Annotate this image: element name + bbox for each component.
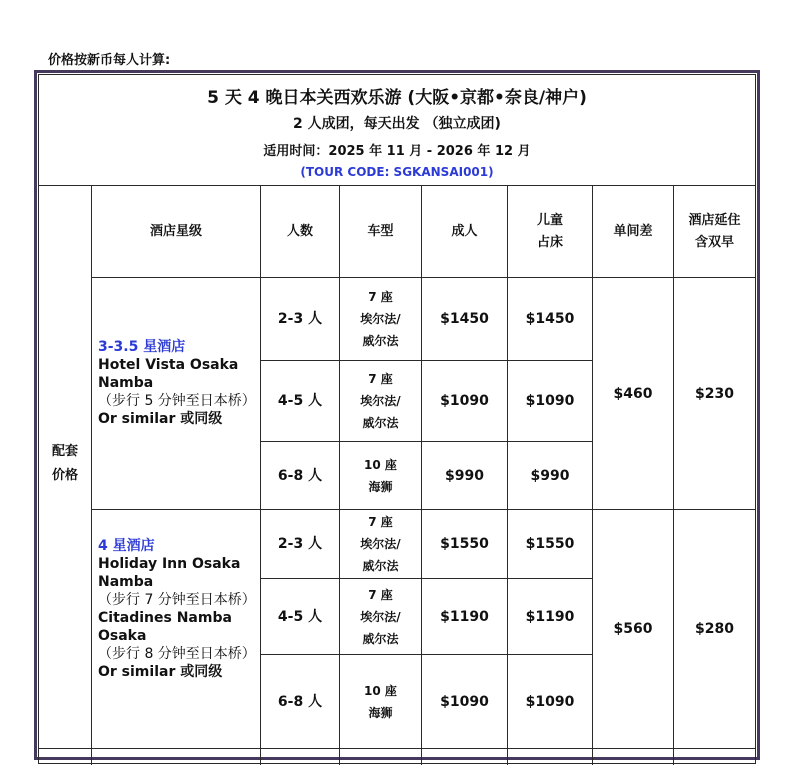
walk-note: （步行 5 分钟至日本桥） [98, 393, 256, 409]
vehicle-cell: 7 座 埃尔法/ 威尔法 [360, 587, 401, 646]
validity-period: 适用时间：2025 年 11 月 - 2026 年 12 月 [263, 144, 531, 159]
hotel-tier: 4 星酒店 [98, 538, 155, 554]
col-header-extension: 酒店延住 含双早 [688, 212, 741, 250]
vehicle-cell: 7 座 埃尔法/ 威尔法 [360, 515, 401, 573]
child-price: $1450 [525, 311, 575, 327]
tour-title: 5 天 4 晚日本关西欢乐游 (大阪•京都•奈良/神户) [207, 88, 587, 108]
child-price: $990 [530, 467, 570, 484]
adult-price: $1190 [440, 608, 489, 625]
pax-cell: 2-3 人 [277, 311, 323, 327]
single-supplement: $460 [613, 385, 653, 402]
pax-cell: 4-5 人 [277, 608, 323, 625]
col-header-vehicle: 车型 [367, 223, 394, 239]
child-price: $1190 [525, 608, 575, 625]
adult-price: $990 [445, 467, 484, 484]
similar-note: Or similar 或同级 [98, 411, 223, 427]
hotel-extension-price: $280 [695, 621, 734, 637]
pax-cell: 6-8 人 [277, 467, 323, 484]
walk-note: （步行 7 分钟至日本桥） [98, 592, 256, 608]
col-header-child: 儿童 占床 [536, 212, 563, 250]
col-header-pax: 人数 [286, 223, 313, 239]
price-note: 价格按新币每人计算: [48, 53, 171, 68]
pax-cell: 6-8 人 [277, 693, 323, 710]
hotel-info-4star [98, 537, 258, 681]
pax-cell: 4-5 人 [277, 393, 323, 409]
hotel-extension-price: $230 [695, 385, 734, 402]
adult-price: $1090 [440, 393, 489, 409]
pax-cell: 2-3 人 [277, 536, 323, 552]
adult-price: $1550 [440, 536, 489, 552]
col-header-hotel: 酒店星级 [149, 223, 202, 239]
child-price: $1090 [525, 393, 575, 409]
hotel-name: Hotel Vista Osaka Namba [98, 357, 239, 391]
tour-header [39, 75, 755, 186]
vehicle-cell: 7 座 埃尔法/ 威尔法 [360, 372, 401, 430]
single-supplement: $560 [613, 621, 653, 637]
similar-note: Or similar 或同级 [98, 664, 223, 680]
hotel-name: Holiday Inn Osaka Namba [98, 556, 241, 590]
child-price: $1090 [525, 693, 575, 710]
tour-subtitle: 2 人成团，每天出发 （独立成团) [293, 116, 501, 132]
vehicle-cell: 10 座 海狮 [364, 683, 397, 720]
walk-note: （步行 8 分钟至日本桥） [98, 646, 256, 662]
adult-price: $1450 [440, 311, 489, 327]
hotel-tier: 3-3.5 星酒店 [98, 339, 186, 355]
hotel-info-3star [98, 338, 258, 428]
col-header-single: 单间差 [613, 223, 653, 239]
adult-price: $1090 [440, 693, 489, 710]
grid-line [39, 748, 755, 749]
package-price-label: 配套 价格 [51, 444, 78, 483]
child-price: $1550 [525, 536, 575, 552]
hotel-name: Citadines Namba Osaka [98, 610, 232, 644]
vehicle-cell: 7 座 埃尔法/ 威尔法 [360, 290, 401, 348]
vehicle-cell: 10 座 海狮 [364, 457, 397, 494]
col-header-adult: 成人 [451, 223, 478, 239]
tour-code: (TOUR CODE: SGKANSAI001) [300, 165, 494, 179]
